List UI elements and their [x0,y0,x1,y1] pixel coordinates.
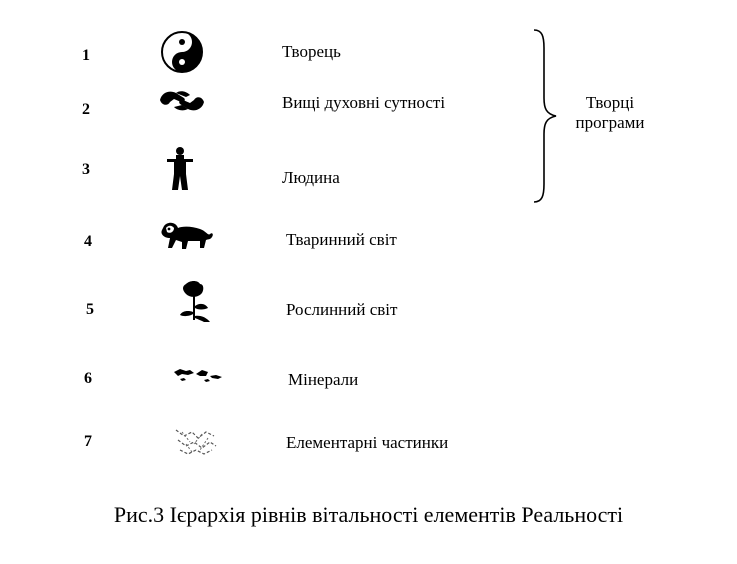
group-label-line1: Творці [585,93,635,112]
level-7-number: 7 [84,433,92,450]
level-2-number: 2 [82,101,90,118]
level-2-label: Вищі духовні сутності [282,93,446,112]
level-6-label: Мінерали [288,370,359,389]
group-label-line2: програми [575,113,645,132]
level-4-label: Тваринний світ [286,230,397,249]
group-label [560,93,660,133]
level-1-number: 1 [82,47,90,64]
minerals-icon [170,366,226,384]
yin-yang-icon [160,30,204,74]
level-5-number: 5 [86,301,94,318]
human-icon [166,146,194,192]
figure-caption: Рис.3 Ієрархія рівнів вітальності елементів Реальності [113,502,624,527]
level-1-label: Творець [282,42,341,61]
level-7-label: Елементарні частинки [286,433,449,452]
rose-icon [178,280,214,324]
clasped-hands-icon [158,86,206,116]
group-brace [530,28,558,209]
level-5-label: Рослинний світ [286,300,398,319]
level-4-number: 4 [84,233,92,250]
level-3-number: 3 [82,161,90,178]
level-3-label: Людина [282,168,340,187]
particles-icon [172,426,220,456]
level-6-number: 6 [84,370,92,387]
lion-icon [158,220,214,252]
